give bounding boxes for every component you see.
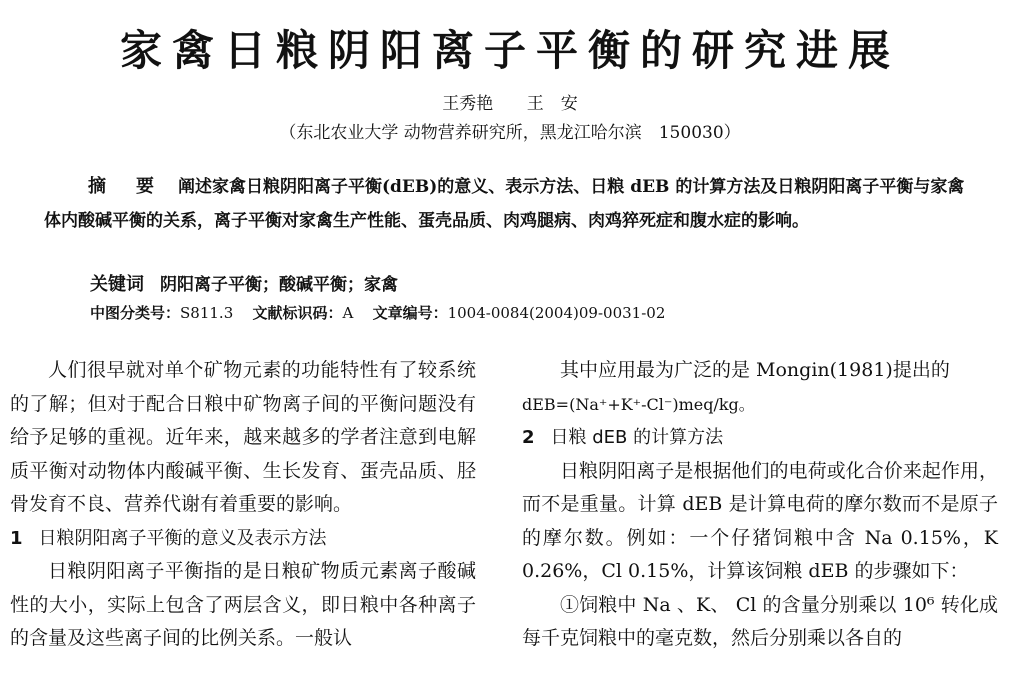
- section-number: 2: [522, 427, 535, 448]
- section-heading-1: [10, 522, 476, 556]
- paper-title: 家禽日粮阴阳离子平衡的研究进展: [119, 26, 900, 75]
- section-title: 日粮 dEB 的计算方法: [550, 427, 724, 448]
- author-list: [0, 89, 1020, 114]
- doc-code-label: 文献标识码：: [252, 304, 343, 322]
- abstract: [44, 170, 979, 238]
- body-paragraph: 日粮阴阳离子是根据他们的电荷或化合价来起作用，而不是重量。计算 dEB 是计算电荷的摩尔数而不是原子的摩尔数。例如：一个仔猪饲粮中含 Na 0.15%，K 0.26%，Cl 0.15%，计算该饲粮 dEB 的步骤如下：: [522, 459, 998, 582]
- doc-code-value: A: [342, 304, 354, 322]
- left-column: [10, 354, 476, 656]
- clc-value: S811.3: [180, 304, 234, 322]
- clc-label: 中图分类号：: [90, 304, 181, 322]
- affiliation: （东北农业大学 动物营养研究所，黑龙江哈尔滨 150030）: [279, 123, 741, 143]
- right-column: [522, 354, 998, 656]
- section-number: 1: [10, 527, 23, 549]
- keywords: [90, 270, 990, 296]
- body-paragraph: ①饲粮中 Na 、K、 Cl 的含量分别乘以 10⁶ 转化成每千克饲粮中的毫克数，然后分别乘以各自的: [522, 593, 998, 649]
- author-name: 王 安: [526, 94, 578, 114]
- section-heading-2: [522, 421, 998, 455]
- keywords-text: 阴阳离子平衡；酸碱平衡；家禽: [160, 275, 398, 295]
- article-number-label: 文章编号：: [372, 304, 448, 322]
- body-paragraph: 人们很早就对单个矿物元素的功能特性有了较系统的了解；但对于配合日粮中矿物离子间的平衡问题没有给予足够的重视。近年来，越来越多的学者注意到电解质平衡对动物体内酸碱平衡、生长发育、蛋壳品质、胫骨发育不良、营养代谢有着重要的影响。: [10, 359, 476, 515]
- deb-formula: dEB=(Na⁺+K⁺-Cl⁻)meq/kg。: [522, 394, 755, 414]
- section-title: 日粮阴阳离子平衡的意义及表示方法: [38, 527, 327, 549]
- body-paragraph: 其中应用最为广泛的是 Mongin(1981)提出的: [560, 359, 950, 381]
- abstract-text: 阐述家禽日粮阴阳离子平衡(dEB)的意义、表示方法、日粮 dEB 的计算方法及日粮阴阳离子平衡与家禽体内酸碱平衡的关系，离子平衡对家禽生产性能、蛋壳品质、肉鸡腿病、肉鸡猝死症和腹水症的影响。: [44, 177, 965, 231]
- classification-line: [90, 302, 990, 323]
- body-paragraph: 日粮阴阳离子平衡指的是日粮矿物质元素离子酸碱性的大小，实际上包含了两层含义，即日粮中各种离子的含量及这些离子间的比例关系。一般认: [10, 560, 476, 649]
- author-name: 王秀艳: [442, 94, 494, 114]
- abstract-label: 摘 要: [88, 176, 160, 197]
- article-number-value: 1004-0084(2004)09-0031-02: [447, 304, 666, 322]
- keywords-label: 关键词: [90, 274, 144, 295]
